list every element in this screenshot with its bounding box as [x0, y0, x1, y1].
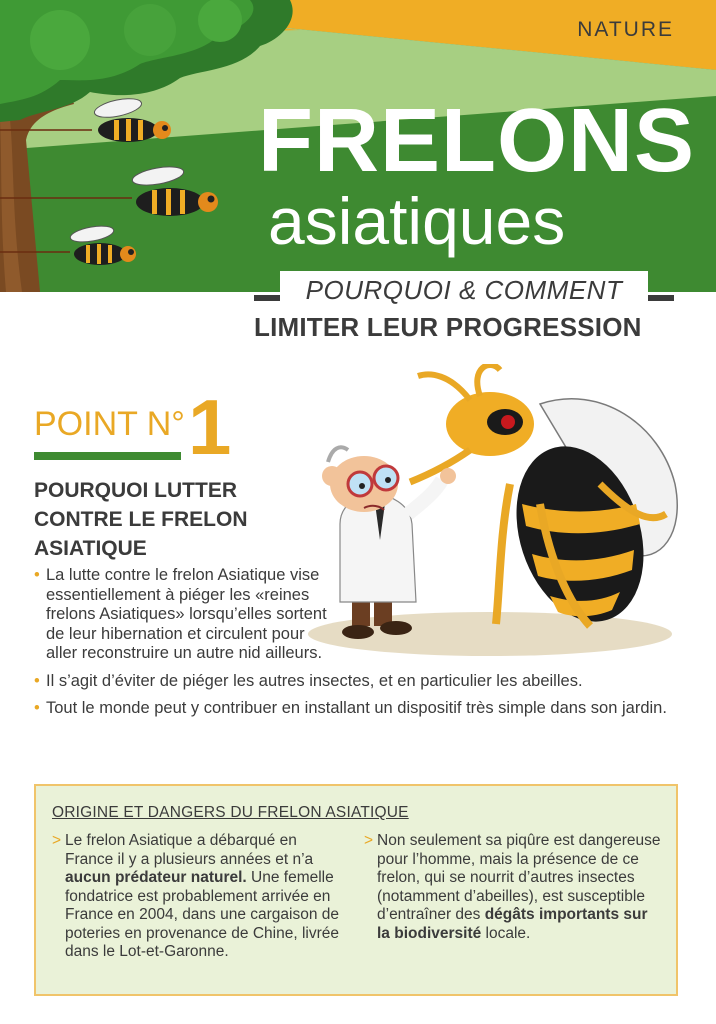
subtitle-line1-container [254, 271, 674, 311]
point-underline [34, 452, 181, 460]
page-title: FRELONS [258, 91, 696, 191]
bullet-item [34, 672, 678, 692]
section-heading: POURQUOI LUTTER CONTRE LE FRELON ASIATIQUE [34, 479, 248, 560]
point-label: POINT N° [34, 405, 185, 443]
arrow-icon: > [52, 832, 62, 849]
box-column-2 [364, 832, 664, 943]
box-column-1 [52, 832, 342, 962]
section-label: NATURE [577, 18, 674, 41]
bullet-item [34, 566, 338, 664]
box-column-2-text: Non seulement sa piqûre est dangereuse pour l’homme, mais la présence de ce frelon, qui se nourrit d’autres insectes (notamment d’abeilles), est susceptible d’entraîner des dégâts importants sur la biodiversité locale. [377, 832, 661, 942]
bullet-text: Il s’agit d’éviter de piéger les autres insectes, et en particulier les abeilles. [46, 671, 583, 690]
origin-dangers-box [34, 784, 678, 996]
bullet-item [34, 699, 678, 719]
arrow-icon: > [364, 832, 374, 849]
box-column-1-text: Le frelon Asiatique a débarqué en France il y a plusieurs années et n’a aucun prédateur naturel. Une femelle fondatrice est probablement arrivée en France en 2004, dans une cargaison de poteries en provenance de Chine, livrée dans le Lot-et-Garonne. [65, 832, 340, 960]
subtitle-line2: LIMITER LEUR PROGRESSION [254, 312, 642, 342]
bullet-text: La lutte contre le frelon Asiatique vise essentiellement à piéger les «reines frelons Asiatiques» lorsqu’elles sortent de leur hibernation et circulent pour aller reconstruire un autre nid ailleurs. [46, 566, 327, 662]
bullet-list [34, 566, 678, 719]
bullet-text: Tout le monde peut y contribuer en installant un dispositif très simple dans son jardin. [46, 699, 667, 717]
page-title-sub: asiatiques [268, 184, 566, 258]
point-number: 1 [188, 383, 232, 471]
subtitle-line1: POURQUOI & COMMENT [305, 275, 623, 305]
box-title: ORIGINE ET DANGERS DU FRELON ASIATIQUE [52, 804, 409, 821]
bullet-list-container [34, 566, 678, 727]
